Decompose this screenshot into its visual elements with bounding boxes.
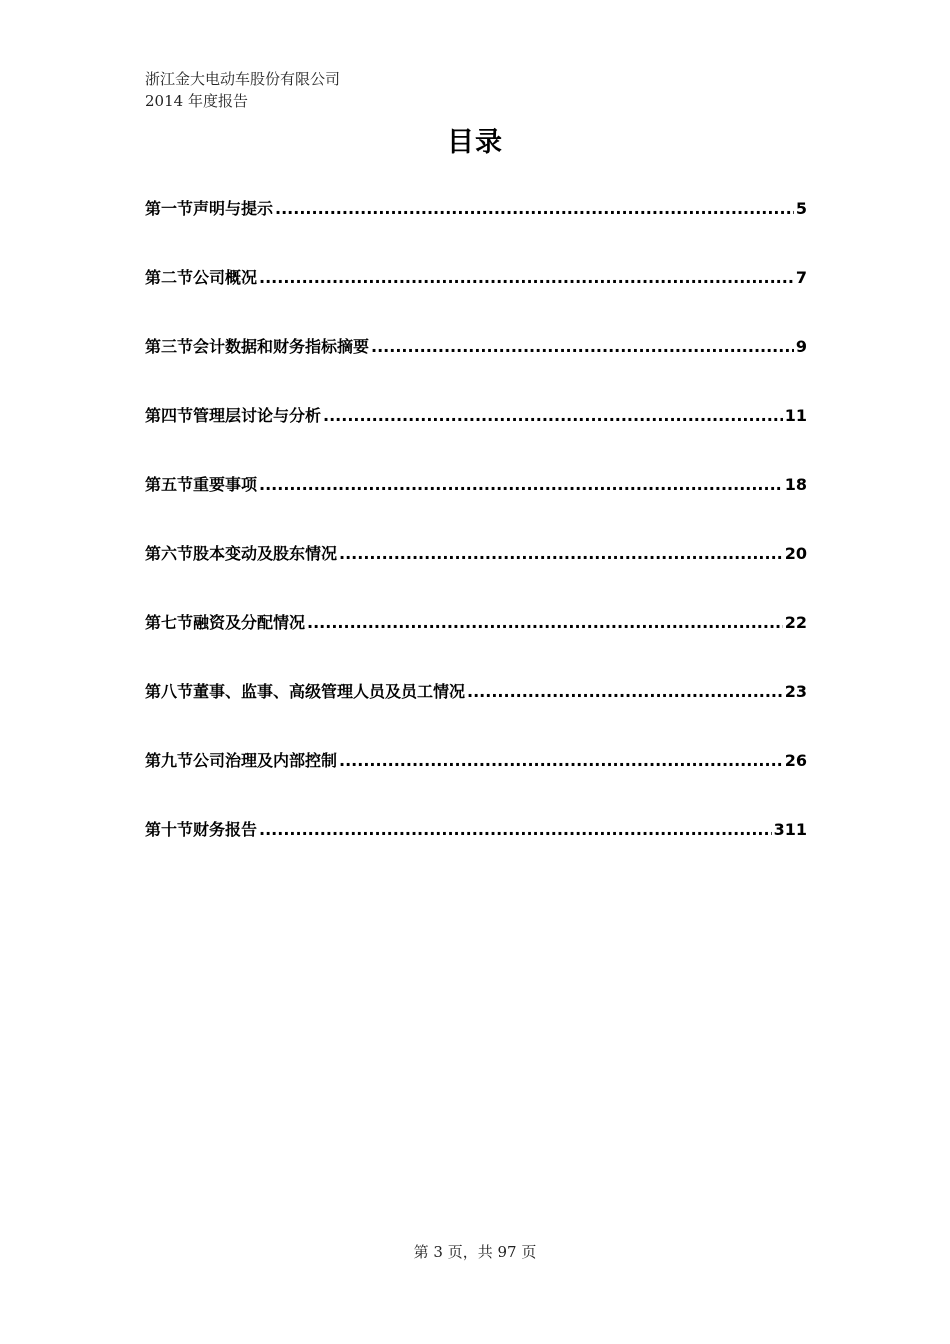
toc-leader-dots [259,820,772,839]
toc-entry-5[interactable] [145,472,807,541]
toc-entry-page: 22 [784,613,807,632]
toc-entry-label: 第五节重要事项 [145,475,258,494]
toc-entry-6[interactable] [145,541,807,610]
toc-entry-label: 第六节股本变动及股东情况 [145,544,338,563]
toc-leader-dots [339,544,783,563]
toc-entry-page: 23 [784,682,807,701]
report-name: 2014 年度报告 [145,92,248,110]
toc-entry-page: 7 [795,268,807,287]
toc-leader-dots [275,199,794,218]
toc-entry-page: 20 [784,544,807,563]
toc-leader-dots [339,751,783,770]
toc-entry-label: 第八节董事、监事、高级管理人员及员工情况 [145,682,466,701]
toc-entry-2[interactable] [145,265,807,334]
toc-entry-1[interactable] [145,196,807,265]
toc-entry-8[interactable] [145,679,807,748]
toc-entry-9[interactable] [145,748,807,817]
toc-entry-10[interactable] [145,817,807,886]
toc-entry-page: 18 [784,475,807,494]
page-title: 目录 [447,127,503,158]
toc-leader-dots [259,268,794,287]
toc-entry-label: 第七节融资及分配情况 [145,613,306,632]
toc-entry-label: 第三节会计数据和财务指标摘要 [145,337,370,356]
toc-leader-dots [371,337,794,356]
toc-entry-page: 311 [773,820,807,839]
toc-entry-7[interactable] [145,610,807,679]
page-footer: 第 3 页，共 97 页 [413,1243,537,1261]
company-name: 浙江金大电动车股份有限公司 [145,70,341,88]
toc-entry-page: 11 [784,406,807,425]
toc-entry-page: 26 [784,751,807,770]
toc-entry-page: 9 [795,337,807,356]
toc-entry-3[interactable] [145,334,807,403]
toc-entry-label: 第四节管理层讨论与分析 [145,406,322,425]
toc-entry-label: 第十节财务报告 [145,820,258,839]
table-of-contents [145,196,807,886]
toc-leader-dots [307,613,783,632]
toc-entry-page: 5 [795,199,807,218]
toc-entry-4[interactable] [145,403,807,472]
toc-entry-label: 第二节公司概况 [145,268,258,287]
toc-leader-dots [323,406,783,425]
toc-entry-label: 第一节声明与提示 [145,199,274,218]
toc-leader-dots [467,682,783,701]
toc-leader-dots [259,475,783,494]
toc-entry-label: 第九节公司治理及内部控制 [145,751,338,770]
page-header [145,68,340,112]
